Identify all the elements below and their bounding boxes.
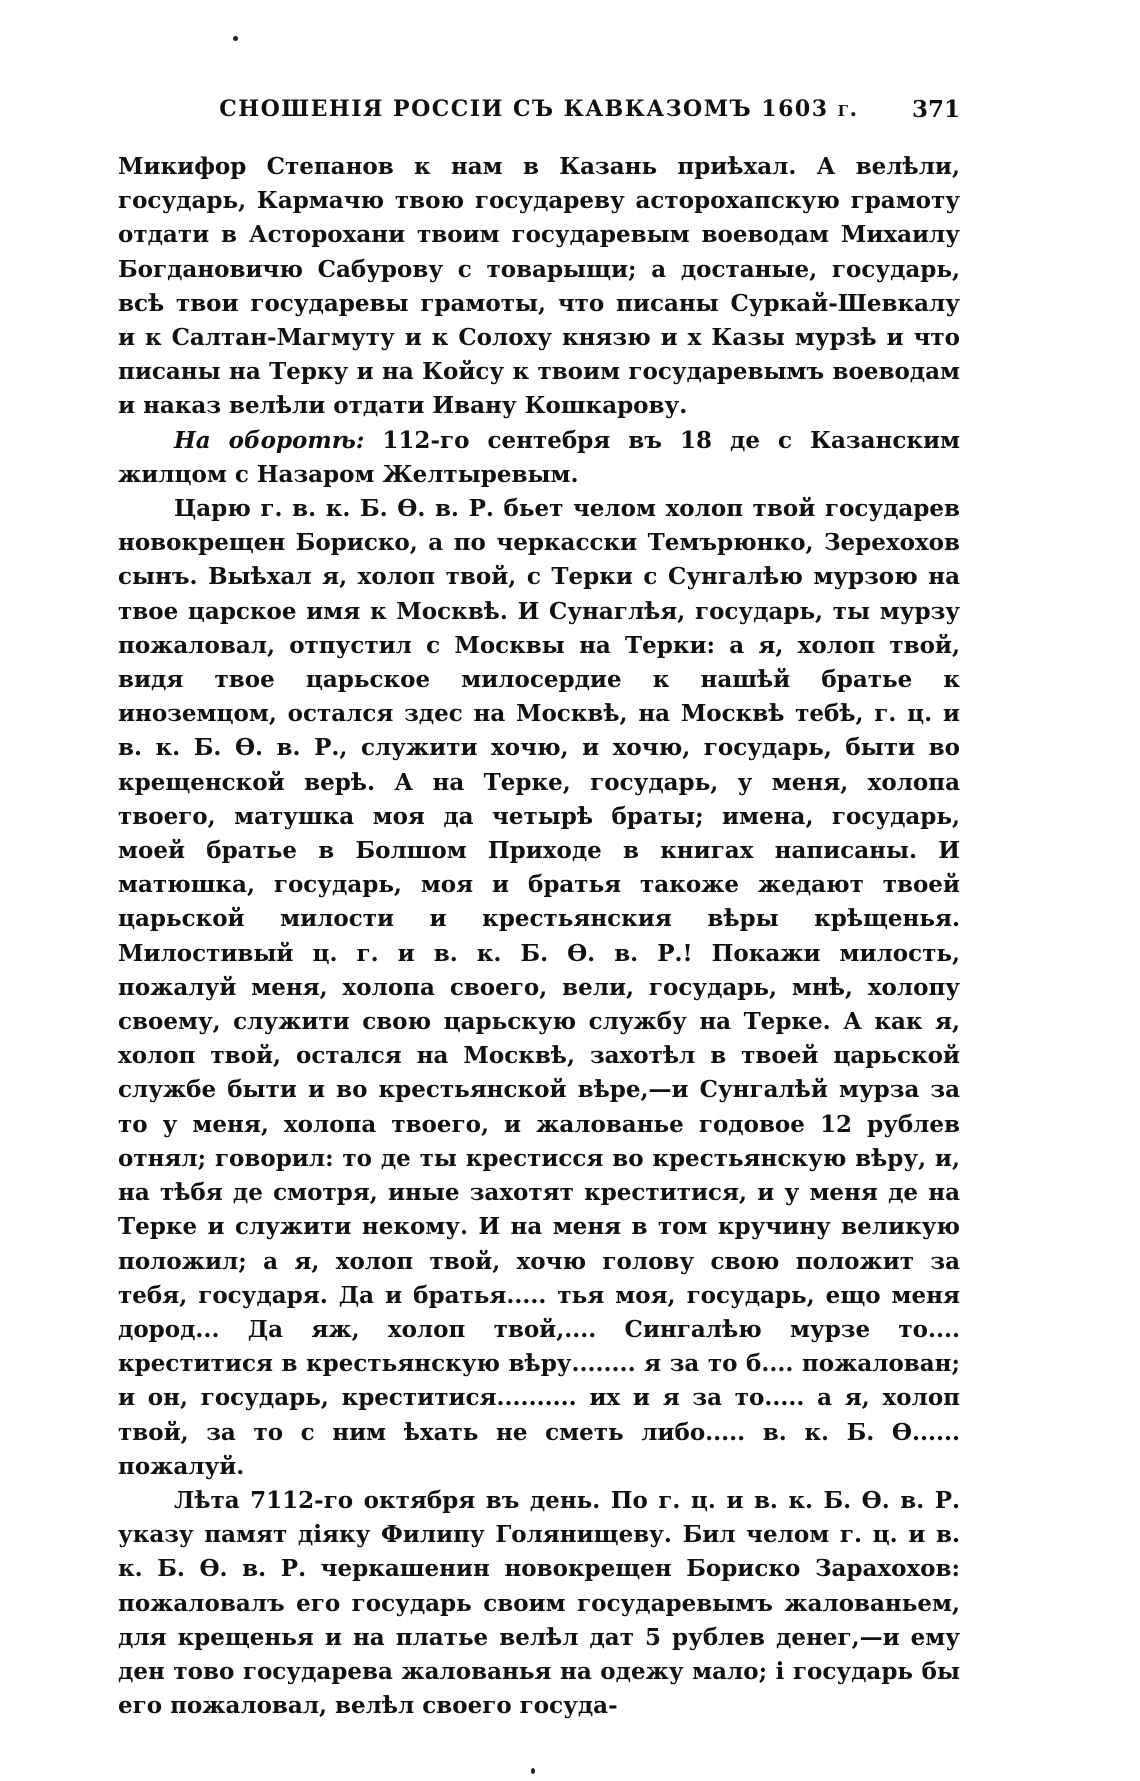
- endorsement-text: 112-го сентебря въ 18 де с Казанским жилцом с Назаром Желтыревым.: [118, 426, 960, 488]
- page-number: 371: [911, 96, 960, 123]
- paragraph-continuation: Микифор Степанов к нам в Казань приѣхал. А велѣли, государь, Кармачю твою государеву асторохапскую грамоту отдати в Асторохани твоим государевым воеводам Михаилу Богдановичю Сабурову с товарыщи; а достаные, государь, всѣ твои государевы грамоты, что писаны Суркай-Шевкалу и к Салтан-Магмуту и к Солоху князю и х Казы мурзѣ и что писаны на Терку и на Койсу к твоим государевымъ воеводам и наказ велѣли отдати Ивану Кошкарову.: [118, 153, 960, 420]
- endorsement-label: На оборотѣ:: [174, 426, 365, 454]
- paragraph-memorandum: Лѣта 7112-го октября въ день. По г. ц. и в. к. Б. Ѳ. в. Р. указу памят дiяку Филипу Голянищеву. Бил челом г. ц. и в. к. Б. Ѳ. в. Р. черкашенин новокрещен Бориско Зарахохов: пожаловалъ его государь своим государевымъ жалованьем, для крещенья и на платье велѣл дат 5 рублев денег,—и ему ден тово государева жалованья на одежу мало; і государь бы его пожаловал, велѣл своего госуда-: [118, 1486, 960, 1720]
- paragraph-endorsement: [118, 424, 960, 492]
- running-title: СНОШЕНІЯ РОССІИ СЪ КАВКАЗОМЪ 1603 г.: [219, 96, 859, 122]
- page-body: [118, 150, 960, 1723]
- print-speck: [233, 36, 238, 41]
- page-header: [118, 96, 960, 136]
- print-speck: [531, 1768, 535, 1774]
- paragraph-petition: Царю г. в. к. Б. Ѳ. в. Р. бьет челом холоп твой государев новокрещен Бориско, а по черкасски Темърюнко, Зерехохов сынъ. Выѣхал я, холоп твой, с Терки с Сунгалѣю мурзою на твое царское имя к Москвѣ. И Сунаглѣя, государь, ты мурзу пожаловал, отпустил с Москвы на Терки: а я, холоп твой, видя твое царьское милосердие к нашѣй братье к иноземцом, остался здес на Москвѣ, на Москвѣ тебѣ, г. ц. и в. к. Б. Ѳ. в. Р., служити хочю, и хочю, государь, быти во крещенской верѣ. А на Терке, государь, у меня, холопа твоего, матушка моя да четырѣ браты; имена, государь, моей братье в Болшом Приходе в книгах написаны. И матюшка, государь, моя и братья такоже жедают твоей царьской милости и крестьянския вѣры крѣщенья. Милостивый ц. г. и в. к. Б. Ѳ. в. Р.! Покажи милость, пожалуй меня, холопа своего, вели, государь, мнѣ, холопу своему, служити свою царьскую службу на Терке. А как я, холоп твой, остался на Москвѣ, захотѣл в твоей царьской службе быти и во крестьянской вѣре,—и Сунгалѣй мурза за то у меня, холопа твоего, и жалованье годовое 12 рублев отнял; говорил: то де ты крестисся во крестьянскую вѣру, и, на тѣбя де смотря, иные захотят креститися, и у меня де на Терке и служити некому. И на меня в том кручину великую положил; а я, холоп твой, хочю голову свою положит за тебя, государя. Да и братья..... тья моя, государь, ещо меня дород... Да яж, холоп твой,.... Сингалѣю мурзе то.... креститися в крестьянскую вѣру........ я за то б.... пожалован; и он, государь, креститися.......... их и я за то..... а я, холоп твой, за то с ним ѣхать не сметь либо..... в. к. Б. Ѳ...... пожалуй.: [118, 495, 960, 1480]
